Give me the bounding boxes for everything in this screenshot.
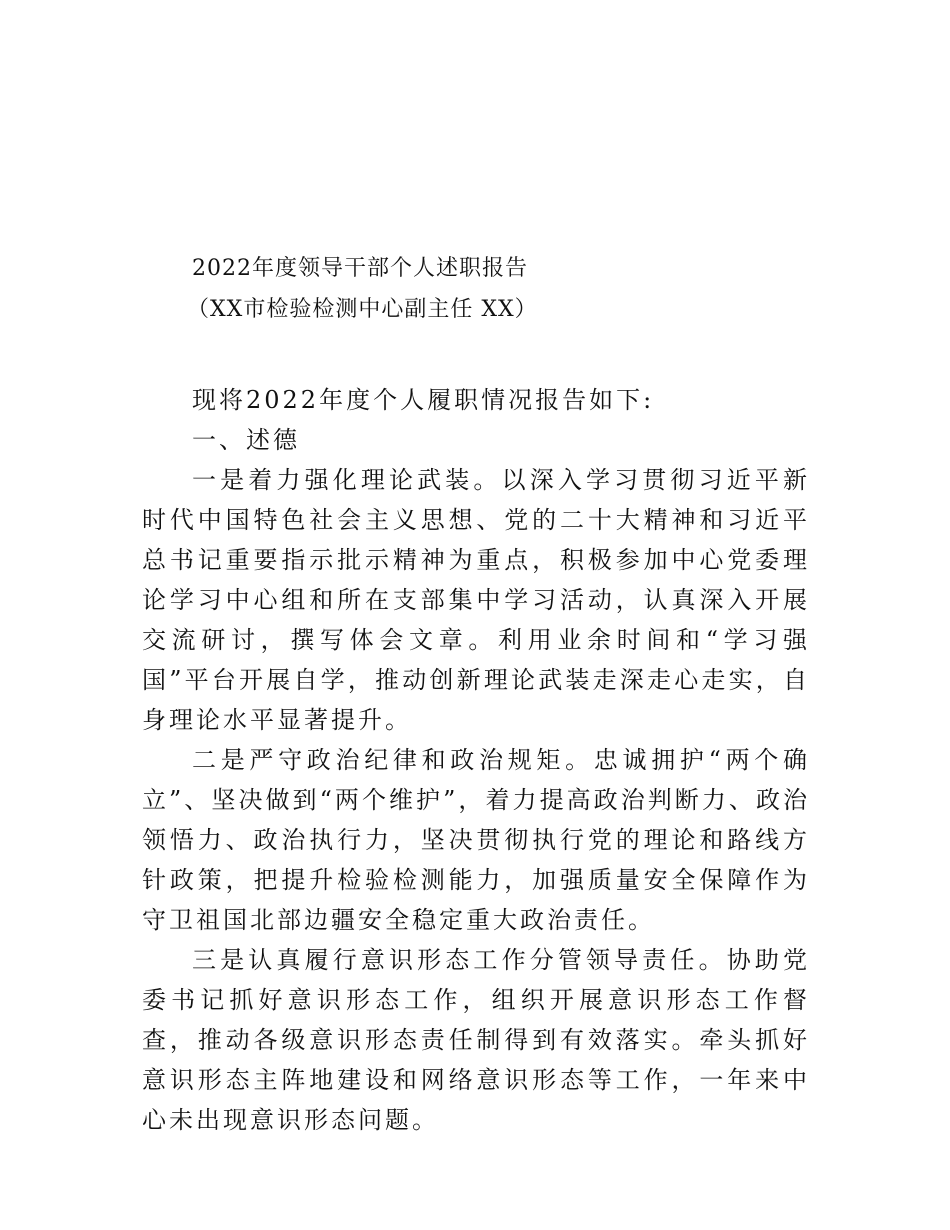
document-body [142,380,810,1140]
document-title: 2022年度领导干部个人述职报告 [192,256,528,281]
body-paragraph-3: 三是认真履行意识形态工作分管领导责任。协助党委书记抓好意识形态工作，组织开展意识形态工作督查，推动各级意识形态责任制得到有效落实。牵头抓好意识形态主阵地建设和网络意识形态等工作，一年来中心未出现意识形态问题。 [142,946,810,1134]
section-heading: 一、述德 [192,426,300,454]
body-paragraph-1: 一是着力强化理论武装。以深入学习贯彻习近平新时代中国特色社会主义思想、党的二十大精神和习近平总书记重要指示批示精神为重点，积极参加中心党委理论学习中心组和所在支部集中学习活动，认真深入开展交流研讨，撰写体会文章。利用业余时间和“学习强国”平台开展自学，推动创新理论武装走深走心走实，自身理论水平显著提升。 [142,466,810,734]
document-subtitle: （XX市检验检测中心副主任 XX） [187,297,538,322]
intro-paragraph: 现将2022年度个人履职情况报告如下: [192,386,655,414]
body-paragraph-2: 二是严守政治纪律和政治规矩。忠诚拥护“两个确立”、坚决做到“两个维护”，着力提高政治判断力、政治领悟力、政治执行力，坚决贯彻执行党的理论和路线方针政策，把提升检验检测能力，加强质量安全保障作为守卫祖国北部边疆安全稳定重大政治责任。 [142,746,810,934]
